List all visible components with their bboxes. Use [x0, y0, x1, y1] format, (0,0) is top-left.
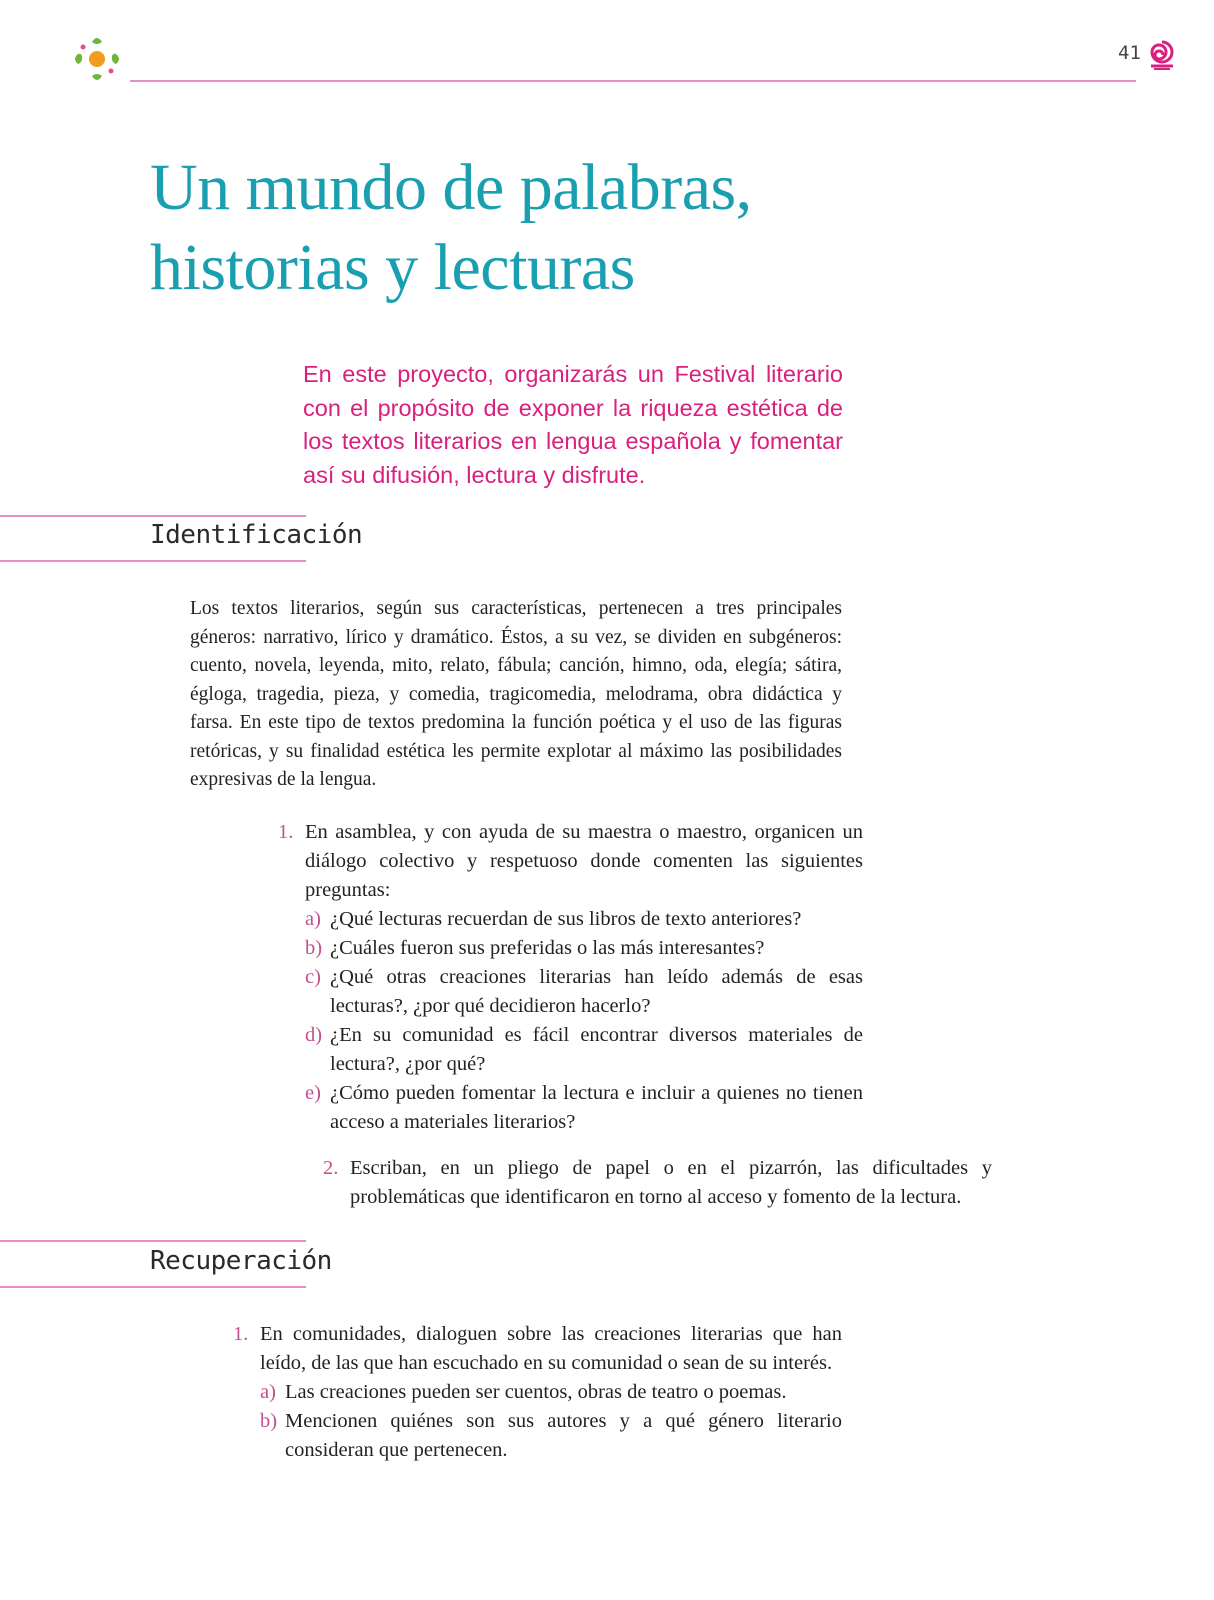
- section-title-recuperacion: Recuperación: [150, 1246, 332, 1276]
- section-rule-bottom: [0, 560, 306, 562]
- list-number: 1.: [278, 821, 294, 843]
- sub-list-item: [305, 1021, 863, 1079]
- intro-paragraph: En este proyecto, organizarás un Festival literario con el propósito de exponer la riqueza estética de los textos literarios en lengua española y fomentar así su difusión, lectura y disfrute.: [303, 361, 843, 488]
- list-item-text: En comunidades, dialoguen sobre las creaciones literarias que han leído, de las que han escuchado en su comunidad o sean de su interés.: [260, 1323, 842, 1374]
- sub-list-letter: b): [305, 937, 323, 959]
- sub-list-item: [260, 1378, 842, 1407]
- sub-list-text: ¿Cómo pueden fomentar la lectura e incluir a quienes no tienen acceso a materiales literarios?: [330, 1082, 863, 1133]
- list-item: [278, 818, 863, 1137]
- page-title-line-1: Un mundo de palabras,: [150, 151, 752, 224]
- section-title-identificacion: Identificación: [150, 520, 363, 550]
- sub-list-letter: d): [305, 1024, 323, 1046]
- sub-list-letter: a): [260, 1381, 276, 1403]
- page-title: [150, 148, 910, 308]
- sub-list-text: Las creaciones pueden ser cuentos, obras de teatro o poemas.: [285, 1381, 787, 1403]
- sub-list-text: ¿Qué otras creaciones literarias han leído además de esas lecturas?, ¿por qué decidieron hacerlo?: [330, 966, 863, 1017]
- list-item-text: Escriban, en un pliego de papel o en el pizarrón, las dificultades y problemáticas que identificaron en torno al acceso y fomento de la lectura.: [350, 1157, 992, 1208]
- sub-list-item: [260, 1407, 842, 1465]
- genres-paragraph: Los textos literarios, según sus características, pertenecen a tres principales géneros: narrativo, lírico y dramático. Éstos, a su vez, se dividen en subgéneros: cuento, novela, leyenda, mito, relato, fábula; canción, himno, oda, elegía; sátira, égloga, tragedia, pieza, y comedia, tragicomedia, melodrama, obra didáctica y farsa. En este tipo de textos predomina la función poética y el uso de las figuras retóricas, y su finalidad estética les permite explotar al máximo las posibilidades expresivas de la lengua.: [190, 598, 842, 790]
- sub-list-item: [305, 1079, 863, 1137]
- header-rule: [130, 80, 1136, 82]
- list-item-text: En asamblea, y con ayuda de su maestra o maestro, organicen un diálogo colectivo y respetuoso donde comenten las siguientes preguntas:: [305, 821, 863, 901]
- activity-list-2: [323, 1154, 992, 1212]
- sub-list-item: [305, 963, 863, 1021]
- sub-list-text: ¿Cuáles fueron sus preferidas o las más interesantes?: [330, 937, 765, 959]
- sub-list-item: [305, 905, 863, 934]
- sub-list-text: Mencionen quiénes son sus autores y a qué género literario consideran que pertenecen.: [285, 1410, 842, 1461]
- flower-logo-icon: [70, 32, 126, 86]
- activity-list: [278, 818, 863, 1137]
- page-title-line-2: historias y lecturas: [150, 231, 635, 304]
- list-item: [323, 1154, 992, 1212]
- sub-list-letter: c): [305, 966, 321, 988]
- sub-list-letter: e): [305, 1082, 321, 1104]
- sub-list-text: ¿En su comunidad es fácil encontrar diversos materiales de lectura?, ¿por qué?: [330, 1024, 863, 1075]
- sub-list-item: [305, 934, 863, 963]
- recuperacion-list: [233, 1320, 842, 1465]
- list-item: [233, 1320, 842, 1465]
- page-number: 41: [1118, 42, 1141, 64]
- spiral-glyph-icon: [1148, 38, 1176, 70]
- section-rule-bottom: [0, 1286, 306, 1288]
- sub-list-letter: b): [260, 1410, 278, 1432]
- section-rule-top: [0, 1240, 306, 1242]
- list-number: 2.: [323, 1157, 339, 1179]
- list-number: 1.: [233, 1323, 249, 1345]
- sub-list-text: ¿Qué lecturas recuerdan de sus libros de texto anteriores?: [330, 908, 802, 930]
- section-rule-top: [0, 515, 306, 517]
- sub-list-letter: a): [305, 908, 321, 930]
